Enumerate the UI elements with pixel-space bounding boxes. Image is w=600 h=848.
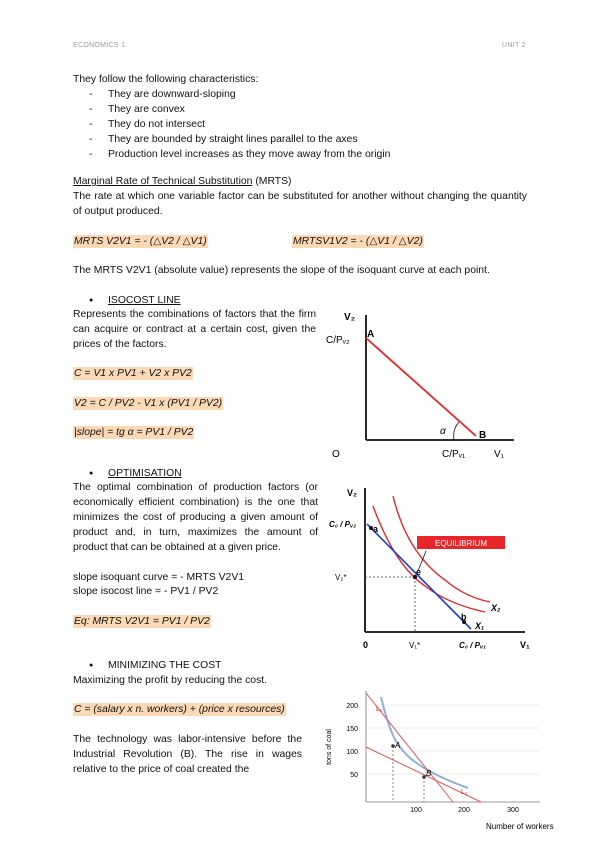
- isocost-formula-2: V2 = C / PV2 - V1 x (PV1 / PV2): [74, 398, 223, 409]
- graph-x-intercept: C/Pᵥ₁: [442, 449, 466, 460]
- isoquant-x1: [373, 506, 488, 612]
- coal-graph: [318, 685, 570, 835]
- graph-point-a: A: [395, 741, 401, 750]
- mrts-note: The MRTS V2V1 (absolute value) represents the slope of the isoquant curve at each point.: [73, 265, 490, 276]
- graph-y-axis-label: V₂: [347, 488, 358, 498]
- minimizing-formula: C = (salary x n. workers) + (price x resources): [74, 704, 285, 715]
- list-item: - They are convex: [73, 102, 390, 117]
- isocost-heading: ● ISOCOST LINE: [92, 293, 181, 308]
- isoquant-list: [73, 87, 390, 162]
- isocost-formula-2-wrap: [73, 396, 223, 411]
- mrts-formula-2-wrap: [292, 234, 424, 249]
- x-tick: 200: [458, 807, 470, 814]
- isocost-formula-3: |slope| = tg α = PV1 / PV2: [74, 427, 194, 438]
- isocost-formula-1: C = V1 x PV1 + V2 x PV2: [74, 368, 192, 379]
- y-tick: 200: [346, 703, 358, 710]
- isocost-formula-1-wrap: [73, 366, 193, 381]
- x-tick: 100: [410, 807, 422, 814]
- graph-v2-star: V₂*: [335, 573, 347, 582]
- y-tick: 100: [346, 749, 358, 756]
- graph-l1: L₁: [461, 789, 468, 796]
- graph-x1: X₁: [475, 621, 485, 631]
- list-item: - They are downward-sloping: [73, 87, 390, 102]
- y-tick: 50: [350, 772, 358, 779]
- minimizing-text-2: The technology was labor-intensive before the Industrial Revolution (B). The rise in wages relative to the price of coal created the: [73, 734, 302, 775]
- isocost-text: Represents the combinations of factors that the firm can acquire or contract at a certain cost, given the prices of the factors.: [73, 309, 316, 350]
- optimisation-graph: [325, 478, 535, 656]
- list-item: - Production level increases as they move away from the origin: [73, 147, 390, 162]
- graph-y-intercept: C₀ / Pᵥ₂: [329, 520, 357, 529]
- x-tick: 300: [507, 807, 519, 814]
- mrts-formula-2: MRTSV1V2 = - (△V1 / △V2): [293, 236, 423, 247]
- minimizing-heading: ● MINIMIZING THE COST: [92, 658, 222, 673]
- graph-x-axis-label: V₁: [520, 640, 530, 650]
- optimisation-eq-wrap: [73, 614, 211, 629]
- graph-origin: 0: [363, 640, 369, 650]
- graph-point-a: A: [367, 329, 375, 340]
- optimisation-slope-2: slope isocost line = - PV1 / PV2: [73, 586, 219, 597]
- graph-x-intercept: C₀ / Pᵥ₁: [459, 641, 486, 650]
- equilibrium-label: EQUILIBRIUM: [434, 539, 488, 548]
- graph-x-axis-label: V₁: [494, 449, 505, 460]
- mrts-formula-1: MRTS V2V1 = - (△V2 / △V1): [74, 236, 207, 247]
- graph-point-e: e: [416, 567, 422, 577]
- graph-point-b: b: [461, 612, 467, 622]
- optimisation-slope-1: slope isoquant curve = - MRTS V2V1: [73, 572, 245, 583]
- isocost-formula-3-wrap: [73, 425, 194, 440]
- graph-point-b: B: [426, 769, 432, 778]
- header-left: ECONOMICS 1: [73, 42, 126, 49]
- graph-point-a: a: [373, 524, 379, 534]
- graph-l2: L₂: [376, 706, 383, 713]
- list-item: - They do not intersect: [73, 117, 390, 132]
- graph-angle-label: α: [440, 426, 446, 437]
- optimisation-eq: Eq: MRTS V2V1 = PV1 / PV2: [74, 616, 210, 627]
- graph-point-b: B: [479, 430, 487, 441]
- graph-y-label: tons of coal: [326, 729, 333, 765]
- mrts-formula-1-wrap: [73, 234, 208, 249]
- graph-x2: X₂: [491, 603, 501, 613]
- minimizing-formula-wrap: [73, 702, 286, 717]
- isocost-line: [366, 338, 476, 436]
- graph-v1-star: V₁*: [409, 641, 421, 650]
- mrts-abbr: (MRTS): [252, 176, 292, 187]
- graph-y-intercept: C/Pᵥ₂: [326, 335, 350, 346]
- optimisation-heading: ● OPTIMISATION: [92, 466, 182, 481]
- graph-y-axis-label: V₂: [344, 312, 356, 323]
- isoquant-intro: They follow the following characteristics:: [73, 74, 259, 85]
- graph-x-label: Number of workers: [486, 822, 554, 831]
- y-tick: 150: [346, 726, 358, 733]
- mrts-title: Marginal Rate of Technical Substitution: [73, 176, 253, 187]
- header-right: UNIT 2: [502, 42, 526, 49]
- mrts-definition: The rate at which one variable factor can be substituted for another without changing the quantity of output produced.: [73, 191, 527, 217]
- minimizing-text: Maximizing the profit by reducing the cost.: [73, 675, 268, 686]
- optimisation-text: The optimal combination of production factors (or economically efficient combination) is the one that minimizes the cost of producing a given amount of product and, in turn, maximizes the amount of product that can be obtained at a given price.: [73, 482, 318, 553]
- graph-origin: O: [332, 449, 340, 460]
- angle-arc: [454, 422, 459, 440]
- mrts-title-line: [73, 174, 292, 189]
- isocost-graph: [318, 305, 523, 465]
- list-item: - They are bounded by straight lines parallel to the axes: [73, 132, 390, 147]
